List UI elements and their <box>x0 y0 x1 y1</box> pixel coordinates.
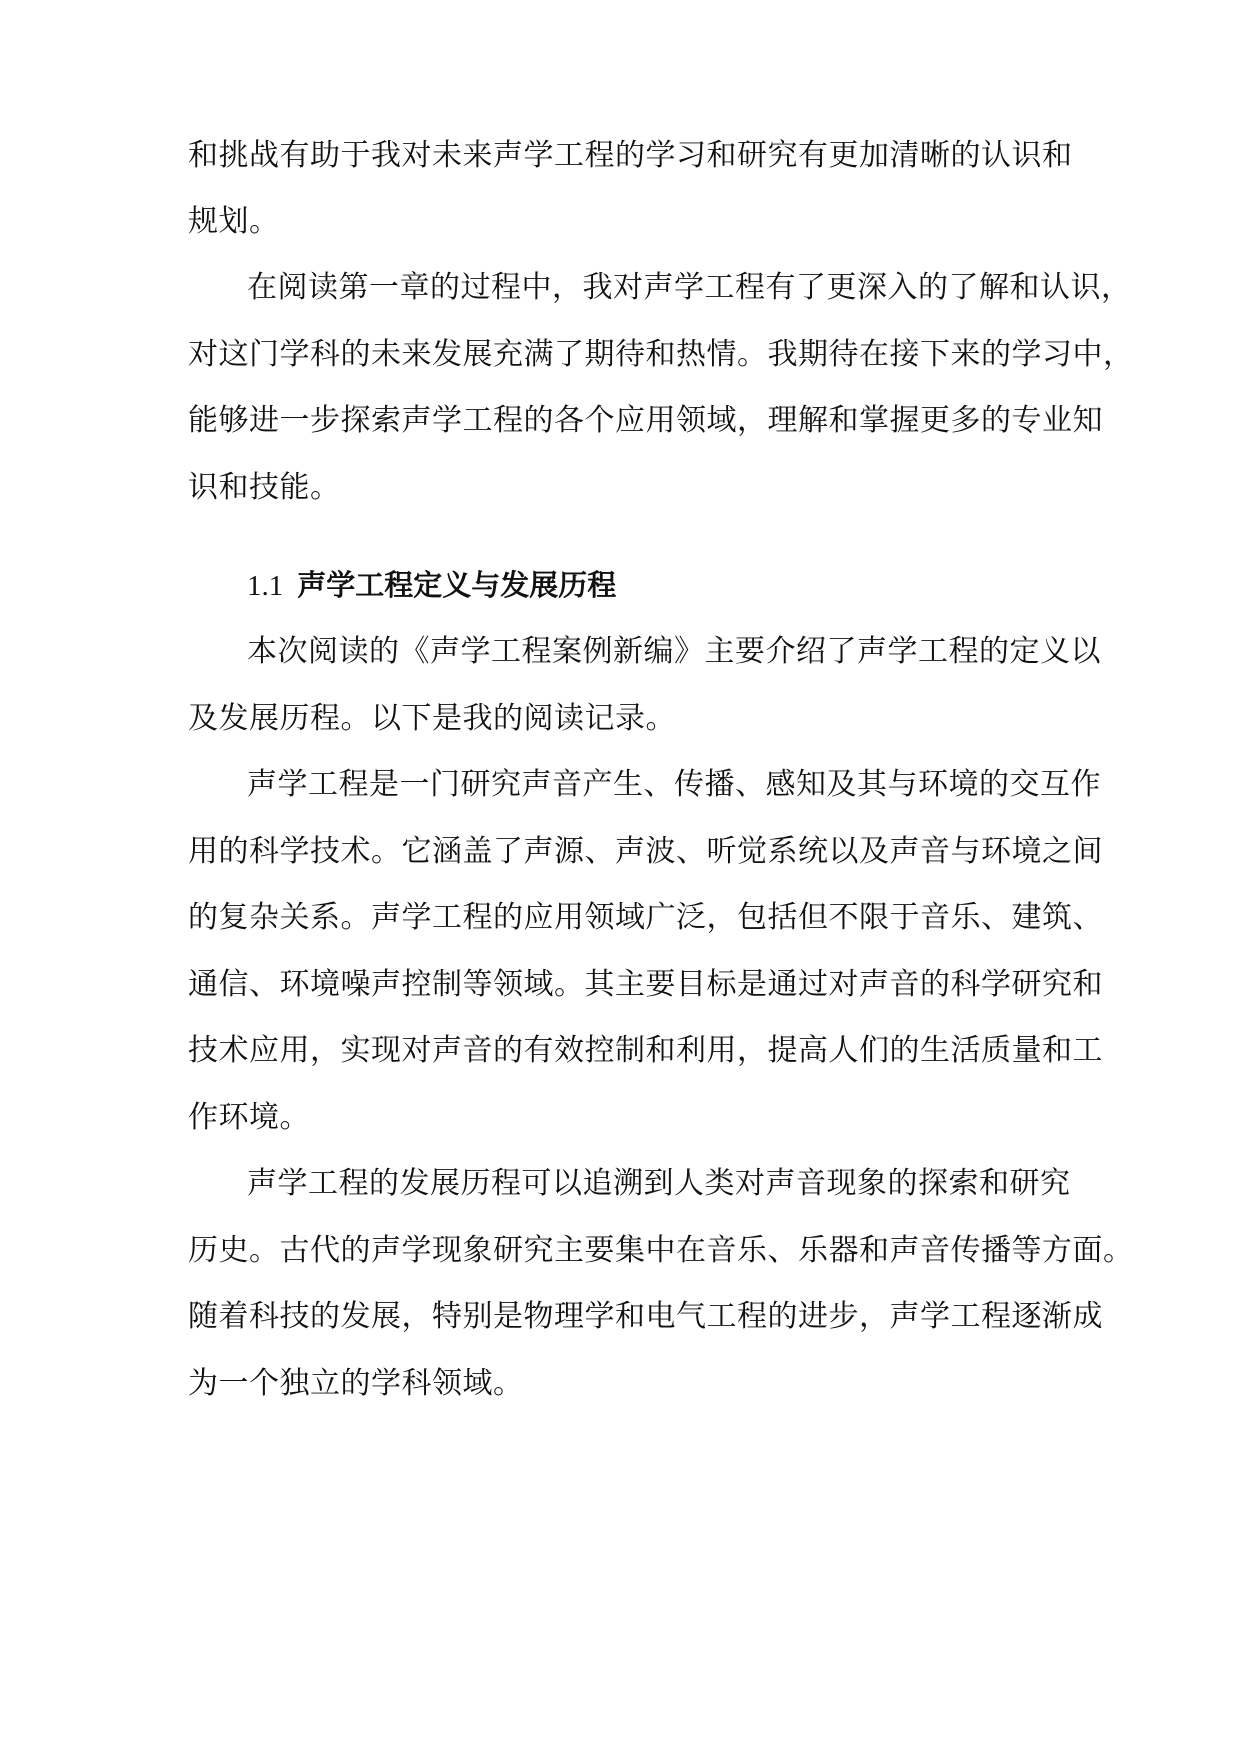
paragraph-line: 历史。古代的声学现象研究主要集中在音乐、乐器和声音传播等方面。 <box>188 1233 1134 1268</box>
section-number: 1.1 <box>247 570 284 602</box>
paragraph-line: 通信、环境噪声控制等领域。其主要目标是通过对声音的科学研究和 <box>188 967 1103 1002</box>
paragraph-line: 为一个独立的学科领域。 <box>188 1366 524 1401</box>
paragraph-line: 声学工程是一门研究声音产生、传播、感知及其与环境的交互作 <box>247 767 1101 802</box>
paragraph-line: 识和技能。 <box>188 470 341 505</box>
paragraph-line: 随着科技的发展，特别是物理学和电气工程的进步，声学工程逐渐成 <box>188 1299 1103 1334</box>
paragraph-line: 本次阅读的《声学工程案例新编》主要介绍了声学工程的定义以 <box>247 634 1101 669</box>
paragraph-line: 规划。 <box>188 204 280 239</box>
section-title: 声学工程定义与发展历程 <box>297 568 617 602</box>
paragraph-line: 的复杂关系。声学工程的应用领域广泛，包括但不限于音乐、建筑、 <box>188 900 1103 935</box>
paragraph-line: 声学工程的发展历程可以追溯到人类对声音现象的探索和研究 <box>247 1166 1071 1201</box>
paragraph-line: 和挑战有助于我对未来声学工程的学习和研究有更加清晰的认识和 <box>188 138 1073 173</box>
paragraph-line: 用的科学技术。它涵盖了声源、声波、听觉系统以及声音与环境之间 <box>188 834 1103 869</box>
paragraph-line: 技术应用，实现对声音的有效控制和利用，提高人们的生活质量和工 <box>188 1033 1103 1068</box>
paragraph-line: 对这门学科的未来发展充满了期待和热情。我期待在接下来的学习中， <box>188 337 1134 372</box>
section-heading <box>247 565 616 606</box>
paragraph-line: 作环境。 <box>188 1100 310 1135</box>
paragraph-line: 能够进一步探索声学工程的各个应用领域，理解和掌握更多的专业知 <box>188 403 1103 438</box>
paragraph-line: 及发展历程。以下是我的阅读记录。 <box>188 701 676 736</box>
paragraph-line: 在阅读第一章的过程中，我对声学工程有了更深入的了解和认识， <box>247 270 1132 305</box>
